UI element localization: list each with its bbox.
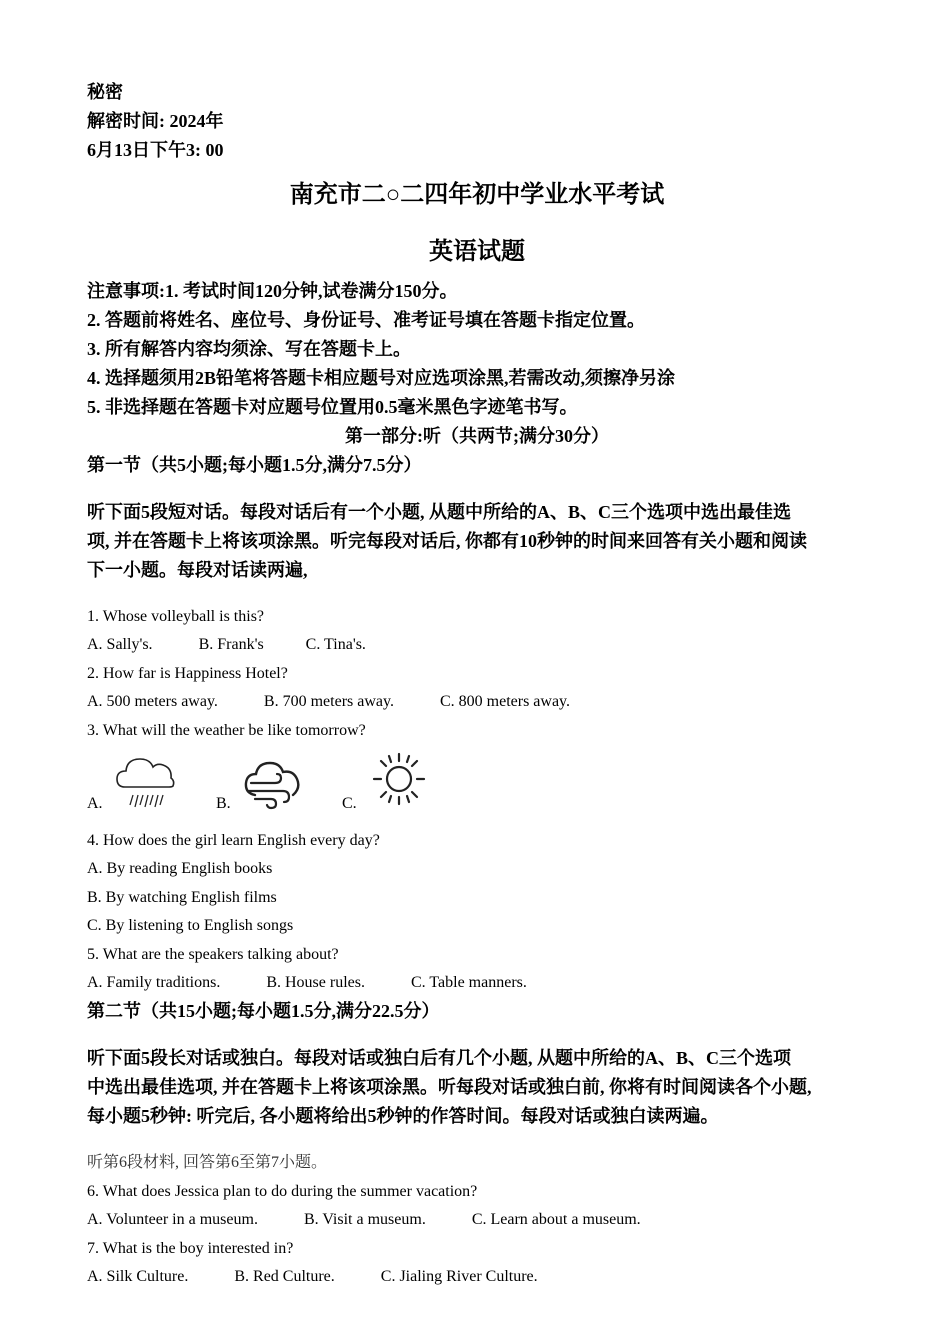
question-options (87, 688, 867, 716)
option-a: A. Family traditions. (87, 974, 221, 992)
option-b: B. Visit a museum. (303, 1211, 426, 1229)
question-options (87, 1263, 867, 1291)
question-7 (87, 1235, 867, 1292)
exam-title: 南充市二○二四年初中学业水平考试 (289, 182, 665, 208)
exam-subtitle: 英语试题 (429, 239, 525, 265)
option-c: C. Jialing River Culture. (380, 1268, 538, 1286)
question-4 (87, 827, 867, 941)
question-2 (87, 660, 867, 717)
question-text: 5. What are the speakers talking about? (87, 945, 339, 963)
option-a: A. By reading English books (87, 860, 273, 878)
question-text: 2. How far is Happiness Hotel? (87, 664, 288, 682)
section2-instructions (87, 1044, 867, 1131)
option-a: A. Sally's. (87, 636, 153, 654)
sun-icon (371, 751, 427, 807)
question-3 (87, 717, 867, 823)
instruction-line: 听下面5段长对话或独白。每段对话或独白后有几个小题, 从题中所给的A、B、C三个选项 (87, 1048, 792, 1069)
option-c: C. Tina's. (305, 636, 366, 654)
weather-options (87, 745, 867, 823)
option-c: C. Table manners. (410, 974, 527, 992)
option-b: B. 700 meters away. (263, 693, 394, 711)
section1-instructions (87, 498, 867, 585)
option-b: B. Red Culture. (234, 1268, 335, 1286)
option-c: C. 800 meters away. (439, 693, 571, 711)
option-a: A. Silk Culture. (87, 1268, 189, 1286)
option-c: C. By listening to English songs (87, 917, 294, 935)
notice-item: 2. 答题前将姓名、座位号、身份证号、准考证号填在答题卡指定位置。 (87, 310, 645, 330)
option-b: B. By watching English films (87, 888, 277, 906)
option-a: A. 500 meters away. (87, 693, 218, 711)
question-text: 7. What is the boy interested in? (87, 1239, 294, 1257)
option-a: A. (87, 795, 103, 813)
confidential-header (87, 78, 867, 165)
question-text: 6. What does Jessica plan to do during the summer vacation? (87, 1182, 478, 1200)
question-options (87, 1206, 867, 1234)
question-6 (87, 1178, 867, 1235)
instruction-line: 听下面5段短对话。每段对话后有一个小题, 从题中所给的A、B、C三个选项中选出最佳选 (87, 502, 792, 522)
declassify-date: 6月13日下午3: 00 (87, 140, 224, 160)
question-text: 4. How does the girl learn English every day? (87, 832, 380, 850)
question-options (87, 631, 867, 659)
question-5 (87, 941, 867, 998)
section2-heading: 第二节（共15小题;每小题1.5分,满分22.5分） (87, 1001, 440, 1022)
windy-cloud-icon (241, 757, 303, 815)
option-b: B. (216, 795, 231, 813)
exam-page (87, 78, 867, 1292)
option-c: C. (342, 795, 357, 813)
notice-item: 3. 所有解答内容均须涂、写在答题卡上。 (87, 339, 411, 359)
question-text: 3. What will the weather be like tomorrow? (87, 721, 366, 739)
notice-item: 4. 选择题须用2B铅笔将答题卡相应题号对应选项涂黑,若需改动,须擦净另涂 (87, 368, 676, 388)
option-a: A. Volunteer in a museum. (87, 1211, 258, 1229)
notice-item: 注意事项:1. 考试时间120分钟,试卷满分150分。 (87, 281, 458, 301)
option-c: C. Learn about a museum. (471, 1211, 641, 1229)
question-text: 1. Whose volleyball is this? (87, 608, 265, 625)
material-note: 听第6段材料, 回答第6至第7小题。 (87, 1154, 328, 1172)
instruction-line: 每小题5秒钟: 听完后, 各小题将给出5秒钟的作答时间。每段对话或独白读两遍。 (87, 1106, 719, 1127)
declassify-time: 解密时间: 2024年 (87, 111, 224, 131)
option-b: B. House rules. (266, 974, 365, 992)
instruction-line: 项, 并在答题卡上将该项涂黑。听完每段对话后, 你都有10秒钟的时间来回答有关小题和阅读 (87, 531, 807, 551)
section1-heading: 第一节（共5小题;每小题1.5分,满分7.5分） (87, 455, 422, 475)
notice-list (87, 277, 867, 422)
instruction-line: 中选出最佳选项, 并在答题卡上将该项涂黑。听每段对话或独白前, 你将有时间阅读各个小题, (87, 1077, 812, 1098)
notice-item: 5. 非选择题在答题卡对应题号位置用0.5毫米黑色字迹笔书写。 (87, 397, 578, 417)
rain-cloud-icon (115, 753, 177, 813)
question-options (87, 969, 867, 997)
question-1 (87, 603, 867, 660)
part1-heading: 第一部分:听（共两节;满分30分） (345, 426, 609, 446)
instruction-line: 下一小题。每段对话读两遍, (87, 560, 308, 580)
confidential-label: 秘密 (87, 82, 123, 102)
option-b: B. Frank's (198, 636, 264, 654)
